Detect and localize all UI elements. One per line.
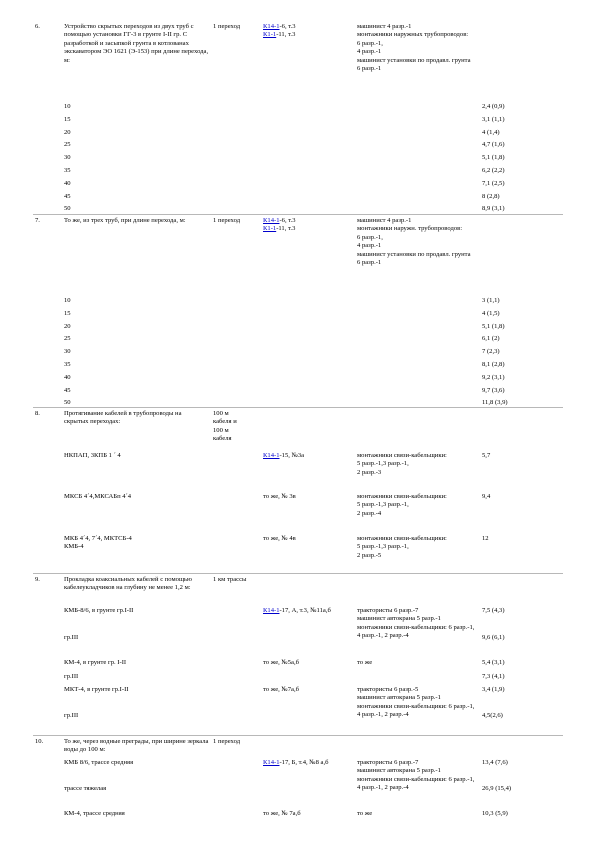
row-10-unit: 1 переход xyxy=(213,738,241,745)
length-label: 25 xyxy=(64,141,71,149)
norm-value: 8 (2,8) xyxy=(482,192,500,200)
norm-value: 13,4 (7,6) xyxy=(482,759,508,766)
row-9-unit: 1 км трассы xyxy=(213,576,247,583)
row-10-number: 10. xyxy=(35,738,44,745)
sub-item-ref xyxy=(263,686,299,694)
norm-value: 3,1 (1,1) xyxy=(482,115,505,123)
norm-value: 9,2 (3,1) xyxy=(482,373,505,381)
ref-link[interactable]: К14-1 xyxy=(263,23,280,30)
row-7-team: машинист 4 разр.-1 монтажники наружн. трубопроводов: 6 разр.-1, 4 разр.-1 машинист установки по продавл. грунта 6 разр.-1 xyxy=(357,217,471,267)
divider xyxy=(33,407,563,408)
length-label: 30 xyxy=(64,154,71,162)
length-label: 50 xyxy=(64,399,71,407)
norm-value: 4,7 (1,6) xyxy=(482,141,505,149)
ref-suffix: -17, А, т.3, №11а,б xyxy=(279,607,331,614)
norm-value: 6,2 (2,2) xyxy=(482,167,505,174)
sub-item-description: МКСБ 4´4,МКСАБп 4´4 xyxy=(64,493,132,500)
ref-suffix: -11, т.3 xyxy=(276,225,296,232)
divider xyxy=(33,735,563,736)
ref-link[interactable]: К14-1 xyxy=(263,452,280,459)
row-6-description: Устройство скрытых переходов из двух труб с помощью установки ГГ-3 в грунте I-II гр. С разработкой и засыпкой грунта в котлованах экскаватором ЭО 1621 (Э-153) при длине перехода, м: xyxy=(64,23,209,64)
norm-value: 7 (2,3) xyxy=(482,348,500,356)
row-7-number: 7. xyxy=(35,217,40,224)
ref-link[interactable]: К14-1 xyxy=(263,607,280,614)
row-8-unit: 100 м кабеля и 100 м кабеля xyxy=(213,410,237,443)
ref-link[interactable]: К14-1 xyxy=(263,217,280,224)
row-7-description: То же, из трех труб, при длине перехода, м: xyxy=(64,217,186,224)
ref-suffix: то же, №5а,б xyxy=(263,659,299,666)
sub-item-ref xyxy=(263,535,296,543)
ref-suffix: -17, Б, т.4, №8 а,б xyxy=(279,759,329,766)
length-label: 15 xyxy=(64,115,71,123)
ref-suffix: то же, №7а,б xyxy=(263,686,299,693)
row-7-unit: 1 переход xyxy=(213,217,241,224)
norm-value: 5,4 (3,1) xyxy=(482,659,505,666)
norm-value: 9,4 xyxy=(482,493,491,500)
sub-item-description: гр.III xyxy=(64,634,79,641)
norm-value: 7,1 (2,5) xyxy=(482,179,505,187)
sub-item-description: НКПАП, 3КПБ 1 ´ 4 xyxy=(64,452,121,459)
length-label: 40 xyxy=(64,373,71,381)
row-6-unit: 1 переход xyxy=(213,23,241,30)
ref-suffix: -6, т.3 xyxy=(279,217,296,224)
length-label: 40 xyxy=(64,179,71,187)
length-label: 10 xyxy=(64,103,71,110)
norm-value: 9,7 (3,6) xyxy=(482,386,505,394)
row-7-ref-2 xyxy=(263,225,295,233)
norm-value: 11,8 (3,9) xyxy=(482,399,508,407)
ref-suffix: то же, № 7а,б xyxy=(263,810,301,817)
sub-item-team: трактористы 6 разр.-5 машинист автокрана 5 разр.-1 монтажники связи-кабельщики: 6 разр.-1, 4 разр.-1, 2 разр.-4 xyxy=(357,686,475,719)
norm-value: 5,1 (1,8) xyxy=(482,322,505,330)
ref-suffix: -11, т.3 xyxy=(276,31,296,38)
sub-item-ref xyxy=(263,452,304,460)
norm-value: 4 (1,4) xyxy=(482,128,500,136)
length-label: 20 xyxy=(64,322,71,330)
length-label: 30 xyxy=(64,348,71,356)
sub-item-ref xyxy=(263,810,301,818)
sub-item-description: КМБ 8/6, трассе средняя xyxy=(64,759,134,766)
norm-value: 26,9 (15,4) xyxy=(482,785,512,792)
norm-value: 5,7 xyxy=(482,452,491,459)
norm-value: 8,1 (2,8) xyxy=(482,361,505,368)
length-label: 15 xyxy=(64,309,71,317)
ref-suffix: -15, №3а xyxy=(279,452,305,459)
sub-item-team: монтажники связи-кабельщики: 5 разр.-1,3 разр.-1, 2 разр.-4 xyxy=(357,493,447,517)
norm-value: 2,4 (0,9) xyxy=(482,103,505,110)
length-label: 25 xyxy=(64,335,71,343)
ref-suffix: -6, т.3 xyxy=(279,23,296,30)
sub-item-description: МКТ-4, в грунте гр.I-II xyxy=(64,686,129,693)
row-10-description: То же, через водные преграды, при ширине зеркала воды до 100 м: xyxy=(64,738,209,754)
norm-value: 5,1 (1,8) xyxy=(482,154,505,162)
sub-item-description: КМ-4, трассе средняя xyxy=(64,810,125,817)
row-8-description: Протягивание кабелей в трубопроводы на скрытых переходах: xyxy=(64,410,182,426)
norm-value: 12 xyxy=(482,535,489,542)
length-label: 45 xyxy=(64,192,71,200)
sub-item-team: монтажники связи-кабельщики: 5 разр.-1,3 разр.-1, 2 разр.-3 xyxy=(357,452,447,476)
norm-value: 10,3 (5,9) xyxy=(482,810,508,817)
sub-item-description: МКБ 4´4, 7´4, МКТСБ-4 КМБ-4 xyxy=(64,535,132,551)
divider xyxy=(33,573,563,574)
length-label: 50 xyxy=(64,205,71,213)
ref-link[interactable]: К1-1 xyxy=(263,225,277,232)
sub-item-team: трактористы 6 разр.-7 машинист автокрана 5 разр.-1 монтажники связи-кабельщики: 6 разр.-1, 4 разр.-1, 2 разр.-4 xyxy=(357,607,475,640)
sub-item-description: трассе тяжелая xyxy=(64,785,107,792)
row-9-number: 9. xyxy=(35,576,40,583)
norm-value: 4 (1,5) xyxy=(482,309,500,317)
ref-link[interactable]: К14-1 xyxy=(263,759,280,766)
norm-value: 4,5(2,6) xyxy=(482,712,503,719)
row-8-number: 8. xyxy=(35,410,40,417)
sub-item-ref xyxy=(263,659,299,667)
sub-item-ref xyxy=(263,493,296,501)
divider xyxy=(33,214,563,215)
norm-value: 3,4 (1,9) xyxy=(482,686,505,693)
sub-item-team: то же xyxy=(357,810,373,817)
sub-item-team: трактористы 6 разр.-7 машинист автокрана 5 разр.-1 монтажники связи-кабельщики: 6 разр.-1, 4 разр.-1, 2 разр.-4 xyxy=(357,759,475,792)
length-label: 35 xyxy=(64,361,71,368)
sub-item-description: гр.III xyxy=(64,712,79,719)
sub-item-ref xyxy=(263,607,331,615)
row-6-number: 6. xyxy=(35,23,40,30)
length-label: 10 xyxy=(64,297,71,304)
sub-item-description: КМБ-8/6, в грунте гр.I-II xyxy=(64,607,134,614)
norm-value: 3 (1,1) xyxy=(482,297,500,304)
norm-value: 6,1 (2) xyxy=(482,335,500,343)
row-6-team: машинист 4 разр.-1 монтажники наружных трубопроводов: 6 разр.-1, 4 разр.-1 машинист установки по продавл. грунта 6 разр.-1 xyxy=(357,23,471,73)
row-9-description: Прокладка коаксиальных кабелей с помощью кабелеукладчиков на глубину не менее 1,2 м: xyxy=(64,576,192,592)
ref-link[interactable]: К1-1 xyxy=(263,31,277,38)
length-label: 35 xyxy=(64,167,71,174)
sub-item-ref xyxy=(263,759,328,767)
norm-value: 7,5 (4,3) xyxy=(482,607,505,614)
row-6-ref-2 xyxy=(263,31,295,39)
length-label: 20 xyxy=(64,128,71,136)
norm-value: 9,6 (6,1) xyxy=(482,634,505,641)
norm-value: 7,3 (4,1) xyxy=(482,673,505,680)
ref-suffix: то же, № 4в xyxy=(263,535,296,542)
length-label: 45 xyxy=(64,386,71,394)
sub-item-team: то же xyxy=(357,659,373,666)
sub-item-description: КМ-4, в грунте гр. I-II xyxy=(64,659,127,666)
sub-item-team: монтажники связи-кабельщики: 5 разр.-1,3 разр.-1, 2 разр.-5 xyxy=(357,535,447,559)
norm-value: 8,9 (3,1) xyxy=(482,205,505,213)
sub-item-description: гр.III xyxy=(64,673,79,680)
ref-suffix: то же, № 3в xyxy=(263,493,296,500)
